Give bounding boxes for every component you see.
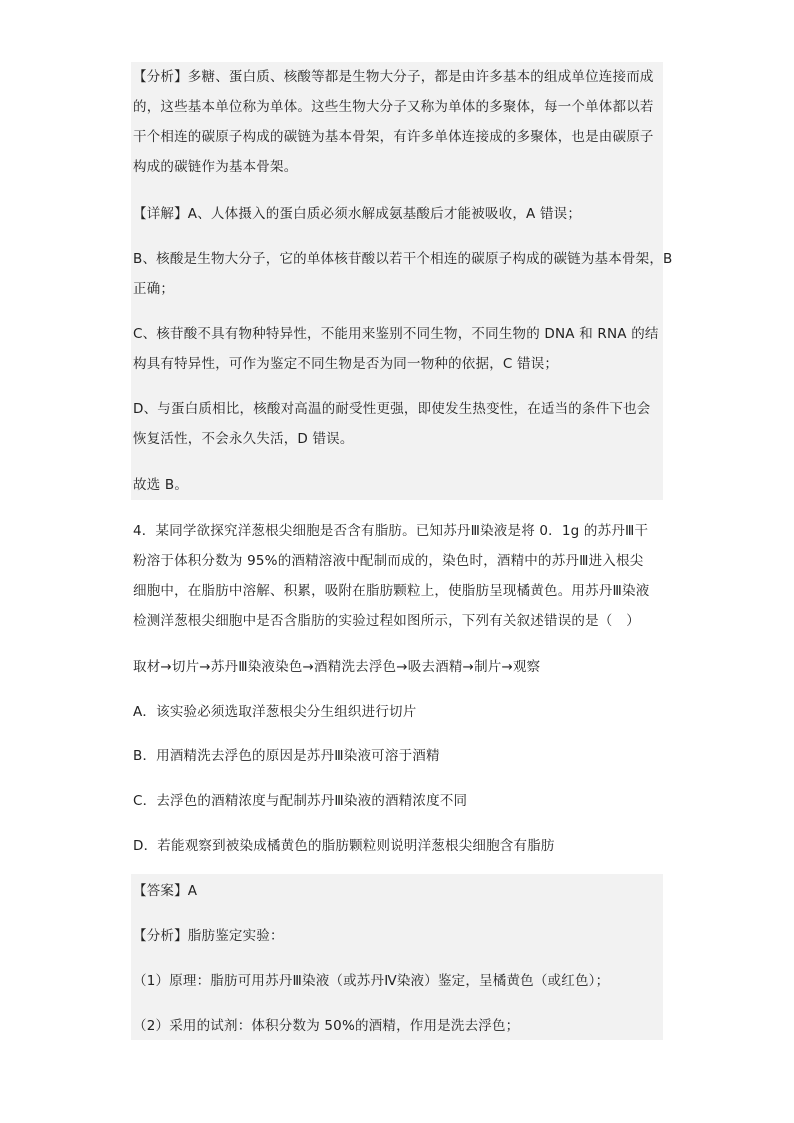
principle-line: （1）原理：脂肪可用苏丹Ⅲ染液（或苏丹Ⅳ染液）鉴定，呈橘黄色（或红色）； <box>133 973 610 989</box>
detail-option-c-line-1: C、核苷酸不具有物种特异性，不能用来鉴别不同生物，不同生物的 DNA 和 RNA 的结 <box>133 326 659 342</box>
question-4-line-3: 细胞中，在脂肪中溶解、积累，吸附在脂肪颗粒上，使脂肪呈现橘黄色。用苏丹Ⅲ染液 <box>133 583 650 599</box>
question-4-line-2: 粉溶于体积分数为 95%的酒精溶液中配制而成的，染色时，酒精中的苏丹Ⅲ进入根尖 <box>133 553 644 569</box>
detail-option-b-line-1: B、核酸是生物大分子，它的单体核苷酸以若干个相连的碳原子构成的碳链为基本骨架，B <box>133 251 673 267</box>
detail-option-d-line-1: D、与蛋白质相比，核酸对高温的耐受性更强，即使发生热变性，在适当的条件下也会 <box>133 401 651 417</box>
reagent-line: （2）采用的试剂：体积分数为 50%的酒精，作用是洗去浮色； <box>133 1018 520 1034</box>
analysis-line-1: 【分析】多糖、蛋白质、核酸等都是生物大分子，都是由许多基本的组成单位连接而成 <box>133 69 654 85</box>
detail-option-d-line-2: 恢复活性，不会永久失活，D 错误。 <box>133 431 354 447</box>
experiment-flow: 取材→切片→苏丹Ⅲ染液染色→酒精洗去浮色→吸去酒精→制片→观察 <box>133 659 541 675</box>
analysis-line-2: 的，这些基本单位称为单体。这些生物大分子又称为单体的多聚体，每一个单体都以若 <box>133 99 654 115</box>
analysis-line-3: 干个相连的碳原子构成的碳链为基本骨架，有许多单体连接成的多聚体，也是由碳原子 <box>133 129 654 145</box>
choice-c: C．去浮色的酒精浓度与配制苏丹Ⅲ染液的酒精浓度不同 <box>133 793 468 809</box>
detail-option-a: 【详解】A、人体摄入的蛋白质必须水解成氨基酸后才能被吸收，A 错误； <box>133 206 582 222</box>
selection-result: 故选 B。 <box>133 477 189 493</box>
question-4-line-4: 检测洋葱根尖细胞中是否含脂肪的实验过程如图所示，下列有关叙述错误的是（ ） <box>133 613 640 629</box>
question-4-line-1: 4．某同学欲探究洋葱根尖细胞是否含有脂肪。已知苏丹Ⅲ染液是将 0．1g 的苏丹Ⅲ干 <box>133 523 649 539</box>
choice-d: D．若能观察到被染成橘黄色的脂肪颗粒则说明洋葱根尖细胞含有脂肪 <box>133 838 555 854</box>
analysis-line-4: 构成的碳链作为基本骨架。 <box>133 159 298 175</box>
answer-label: 【答案】A <box>133 883 198 899</box>
choice-b: B．用酒精洗去浮色的原因是苏丹Ⅲ染液可溶于酒精 <box>133 748 440 764</box>
analysis-heading: 【分析】脂肪鉴定实验： <box>133 928 284 944</box>
detail-option-c-line-2: 构具有特异性，可作为鉴定不同生物是否为同一物种的依据，C 错误； <box>133 356 559 372</box>
detail-option-b-line-2: 正确； <box>133 281 175 297</box>
choice-a: A．该实验必须选取洋葱根尖分生组织进行切片 <box>133 704 417 720</box>
